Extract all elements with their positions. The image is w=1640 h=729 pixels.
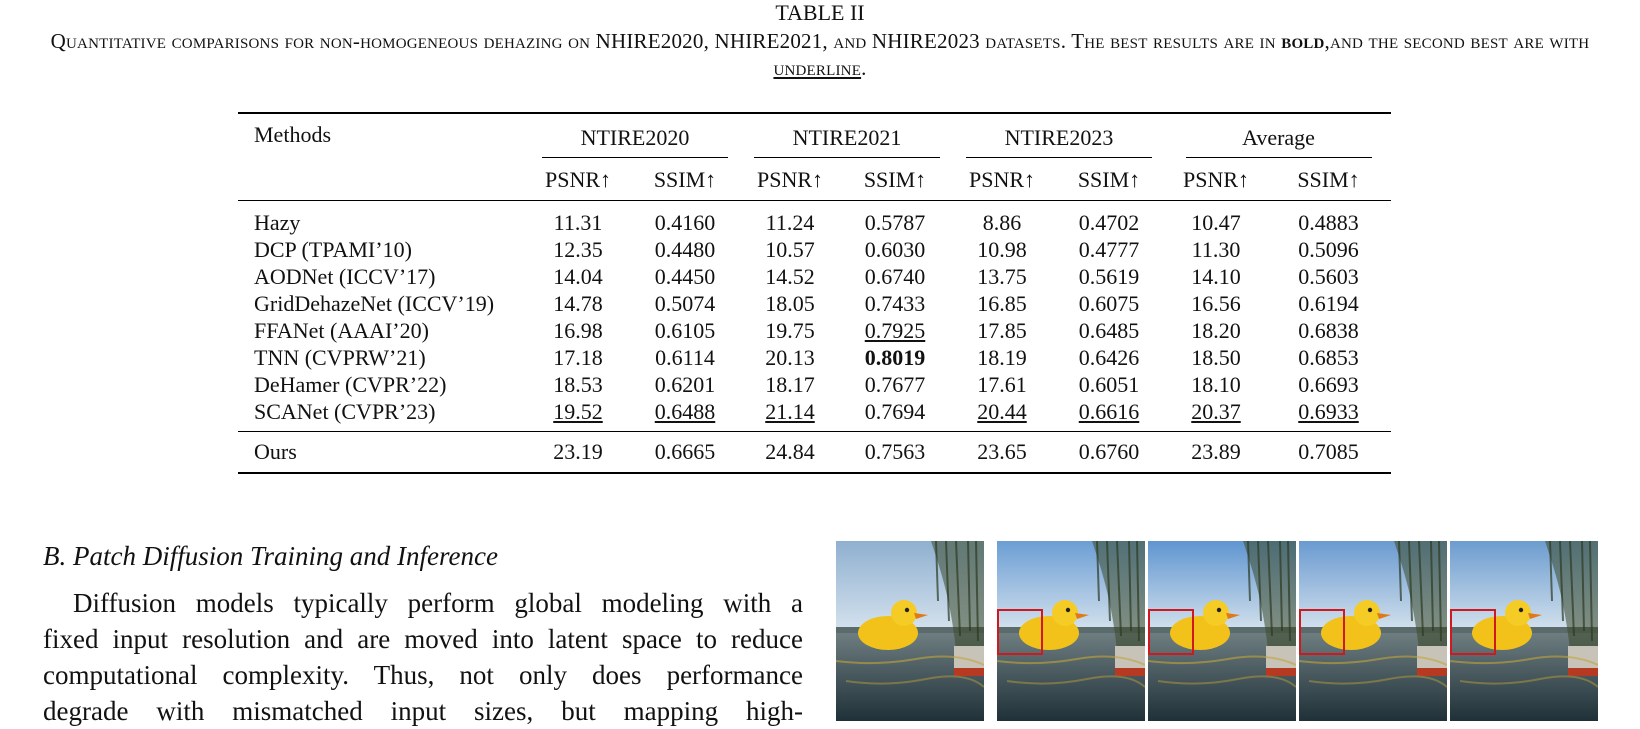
- table-cell: 0.6760: [1078, 439, 1140, 464]
- cell-value: 0.4777: [1078, 237, 1140, 262]
- group-header: NTIRE2021: [742, 113, 952, 160]
- table-cell: [1266, 371, 1391, 398]
- cell-value: 18.50: [1191, 345, 1241, 370]
- cell-value: 0.8019: [864, 345, 926, 370]
- table-cell: [1266, 344, 1391, 371]
- metric-header: PSNR↑: [756, 167, 824, 192]
- table-cell: [838, 317, 952, 344]
- method-name: Ours: [254, 439, 297, 464]
- table-cell: [952, 317, 1052, 344]
- section-body-text: [43, 585, 803, 729]
- table-row: [238, 263, 1391, 290]
- table-cell: 24.84: [765, 439, 815, 464]
- table-cell: [1266, 263, 1391, 290]
- table-cell: [1266, 236, 1391, 263]
- table-cell: [1166, 317, 1266, 344]
- cell-value: 19.52: [553, 399, 603, 424]
- table-row: [238, 398, 1391, 432]
- metric-header: SSIM↑: [1297, 167, 1360, 192]
- cell-value: 11.24: [765, 210, 815, 235]
- table-cell: [1166, 201, 1266, 237]
- method-name: GridDehazeNet (ICCV’19): [254, 291, 495, 316]
- table-cell: [1052, 236, 1166, 263]
- cell-value: 18.17: [765, 372, 815, 397]
- body-line: computational complexity. Thus, not only does performance: [43, 660, 803, 690]
- caption-text-3: .: [861, 56, 867, 80]
- table-cell: [1052, 344, 1166, 371]
- cell-value: 12.35: [553, 237, 603, 262]
- metric-header: PSNR↑: [544, 167, 612, 192]
- table-cell: [528, 290, 628, 317]
- cell-value: 21.14: [765, 399, 815, 424]
- cell-value: 0.4160: [654, 210, 716, 235]
- caption-text: Quantitative comparisons for non-homogeneous dehazing on NHIRE2020, NHIRE2021, and NHIRE2023 datasets. The best results are in: [50, 29, 1282, 53]
- table-cell: [838, 263, 952, 290]
- cell-value: 10.57: [765, 237, 815, 262]
- cell-value: 17.61: [977, 372, 1027, 397]
- cell-value: 14.78: [553, 291, 603, 316]
- cell-value: 0.6488: [654, 399, 716, 424]
- cell-value: 0.7677: [864, 372, 926, 397]
- table-row: [238, 236, 1391, 263]
- cell-value: 13.75: [977, 264, 1027, 289]
- table-cell: [1266, 201, 1391, 237]
- table-cell: [742, 371, 838, 398]
- cell-value: 17.85: [977, 318, 1027, 343]
- table-cell: [838, 236, 952, 263]
- table-cell: [952, 398, 1052, 432]
- cell-value: 19.75: [765, 318, 815, 343]
- caption-text-2: ,and the second best are with: [1324, 29, 1590, 53]
- table-row: [238, 317, 1391, 344]
- cell-value: 0.6616: [1078, 399, 1140, 424]
- cell-value: 14.10: [1191, 264, 1241, 289]
- dehazing-figure-strip: [836, 541, 1596, 722]
- table-cell: [1052, 398, 1166, 432]
- metric-header: PSNR↑: [968, 167, 1036, 192]
- table-cell: [742, 236, 838, 263]
- zoom-region-box: [1299, 609, 1345, 655]
- caption-bold-word: bold: [1281, 29, 1325, 53]
- cell-value: 8.86: [982, 210, 1022, 235]
- table-row: [238, 344, 1391, 371]
- cell-value: 11.31: [553, 210, 603, 235]
- table-cell: [952, 371, 1052, 398]
- metric-header: SSIM↑: [1077, 167, 1141, 192]
- table-row-ours: [238, 432, 1391, 474]
- method-name: DCP (TPAMI’10): [254, 237, 412, 262]
- table-cell: [1166, 371, 1266, 398]
- table-cell: [1166, 290, 1266, 317]
- method-name: SCANet (CVPR’23): [254, 399, 436, 424]
- table-cell: [1166, 236, 1266, 263]
- table-cell: 23.19: [553, 439, 603, 464]
- cell-value: 16.85: [977, 291, 1027, 316]
- table-cell: [528, 317, 628, 344]
- cell-value: 20.44: [977, 399, 1027, 424]
- cell-value: 0.7925: [864, 318, 926, 343]
- table-cell: [742, 344, 838, 371]
- method-name: TNN (CVPRW’21): [254, 345, 426, 370]
- table-cell: [628, 236, 742, 263]
- table-cell: 0.6665: [654, 439, 716, 464]
- cell-value: 0.6105: [654, 318, 716, 343]
- cell-value: 0.4450: [654, 264, 716, 289]
- table-cell: 23.89: [1191, 439, 1241, 464]
- cell-value: 11.30: [1191, 237, 1241, 262]
- cell-value: 0.6075: [1078, 291, 1140, 316]
- cell-value: 20.37: [1191, 399, 1241, 424]
- method-name: Hazy: [254, 210, 301, 235]
- table-cell: 0.7085: [1298, 439, 1359, 464]
- table-cell: [528, 201, 628, 237]
- group-header: NTIRE2020: [528, 113, 742, 160]
- cell-value: 0.6030: [864, 237, 926, 262]
- table-cell: [528, 344, 628, 371]
- cell-value: 0.5787: [864, 210, 926, 235]
- cell-value: 0.6853: [1298, 345, 1359, 370]
- table-cell: [528, 398, 628, 432]
- table-cell: [838, 344, 952, 371]
- table-cell: [952, 263, 1052, 290]
- table-label: TABLE II: [775, 0, 865, 25]
- figure-panel-image: [997, 541, 1145, 721]
- figure-panel-image: [836, 541, 984, 721]
- table-cell: [838, 290, 952, 317]
- table-cell: [1052, 290, 1166, 317]
- table-cell: [742, 317, 838, 344]
- duck-scene-illustration: [836, 541, 984, 721]
- cell-value: 0.5603: [1298, 264, 1359, 289]
- cell-value: 0.6201: [654, 372, 716, 397]
- cell-value: 0.7433: [864, 291, 926, 316]
- cell-value: 16.98: [553, 318, 603, 343]
- cell-value: 0.5619: [1078, 264, 1140, 289]
- table-cell: [628, 201, 742, 237]
- zoom-region-box: [1450, 609, 1496, 655]
- table-cell: [628, 344, 742, 371]
- table-cell: [1166, 263, 1266, 290]
- figure-panel-image: [1450, 541, 1598, 721]
- cell-value: 0.6114: [655, 345, 715, 370]
- table-header-row-groups: [238, 113, 1391, 160]
- table-body: [238, 201, 1391, 432]
- table-cell: [528, 371, 628, 398]
- cell-value: 10.98: [977, 237, 1027, 262]
- table-cell: [952, 344, 1052, 371]
- cell-value: 0.4480: [654, 237, 716, 262]
- cell-value: 0.6485: [1078, 318, 1140, 343]
- cell-value: 10.47: [1191, 210, 1241, 235]
- method-name: DeHamer (CVPR’22): [254, 372, 447, 397]
- table-row: [238, 201, 1391, 237]
- group-header: NTIRE2023: [952, 113, 1166, 160]
- figure-panel-image: [1299, 541, 1447, 721]
- zoom-region-box: [1148, 609, 1194, 655]
- table-cell: [838, 201, 952, 237]
- cell-value: 0.5074: [654, 291, 716, 316]
- table-cell: [528, 236, 628, 263]
- method-name: FFANet (AAAI’20): [254, 318, 429, 343]
- cell-value: 0.5096: [1298, 237, 1359, 262]
- table-cell: [628, 398, 742, 432]
- table-cell: 23.65: [977, 439, 1027, 464]
- cell-value: 18.20: [1191, 318, 1241, 343]
- cell-value: 16.56: [1191, 291, 1241, 316]
- table-cell: [628, 263, 742, 290]
- cell-value: 18.53: [553, 372, 603, 397]
- table-cell: [952, 290, 1052, 317]
- cell-value: 18.19: [977, 345, 1027, 370]
- methods-header: Methods: [254, 122, 331, 147]
- table-cell: [528, 263, 628, 290]
- table-cell: [742, 290, 838, 317]
- table-cell: [1052, 371, 1166, 398]
- cell-value: 17.18: [553, 345, 603, 370]
- metric-header: PSNR↑: [1182, 167, 1250, 192]
- cell-value: 0.6693: [1298, 372, 1359, 397]
- table-cell: [1052, 201, 1166, 237]
- caption-underline-word: underline: [773, 56, 862, 80]
- table-cell: [838, 371, 952, 398]
- cell-value: 14.04: [553, 264, 603, 289]
- table-cell: [742, 201, 838, 237]
- metric-header: SSIM↑: [653, 167, 717, 192]
- table-cell: [952, 201, 1052, 237]
- table-cell: [628, 371, 742, 398]
- body-line: degrade with mismatched input sizes, but mapping high-: [43, 696, 803, 726]
- cell-value: 0.6933: [1298, 399, 1359, 424]
- cell-value: 0.4702: [1078, 210, 1140, 235]
- cell-value: 20.13: [765, 345, 815, 370]
- group-header: Average: [1166, 113, 1391, 160]
- method-name: AODNet (ICCV’17): [254, 264, 436, 289]
- metric-header: SSIM↑: [863, 167, 927, 192]
- body-line: fixed input resolution and are moved into latent space to reduce: [43, 624, 803, 654]
- table-cell: [1266, 398, 1391, 432]
- table-cell: [1266, 290, 1391, 317]
- table-cell: [742, 398, 838, 432]
- table-cell: [1052, 263, 1166, 290]
- table-cell: [628, 290, 742, 317]
- cell-value: 0.6426: [1078, 345, 1140, 370]
- cell-value: 18.05: [765, 291, 815, 316]
- cell-value: 0.7694: [864, 399, 926, 424]
- cell-value: 18.10: [1191, 372, 1241, 397]
- cell-value: 0.4883: [1298, 210, 1359, 235]
- table-cell: [742, 263, 838, 290]
- results-table-wrapper: [238, 112, 1391, 474]
- cell-value: 14.52: [765, 264, 815, 289]
- table-cell: [1166, 398, 1266, 432]
- cell-value: 0.6194: [1298, 291, 1359, 316]
- table-cell: [952, 236, 1052, 263]
- table-caption: [40, 28, 1600, 82]
- table-cell: [1052, 317, 1166, 344]
- cell-value: 0.6740: [864, 264, 926, 289]
- table-row: [238, 371, 1391, 398]
- table-cell: [1266, 317, 1391, 344]
- body-line: Diffusion models typically perform global modeling with a: [73, 588, 803, 618]
- results-table: [238, 112, 1391, 474]
- table-cell: [838, 398, 952, 432]
- table-cell: 0.7563: [864, 439, 926, 464]
- table-cell: [1166, 344, 1266, 371]
- table-cell: [628, 317, 742, 344]
- section-heading: B. Patch Diffusion Training and Inference: [43, 541, 498, 571]
- cell-value: 0.6051: [1078, 372, 1140, 397]
- cell-value: 0.6838: [1298, 318, 1359, 343]
- figure-panel-image: [1148, 541, 1296, 721]
- zoom-region-box: [997, 609, 1043, 655]
- table-row: [238, 290, 1391, 317]
